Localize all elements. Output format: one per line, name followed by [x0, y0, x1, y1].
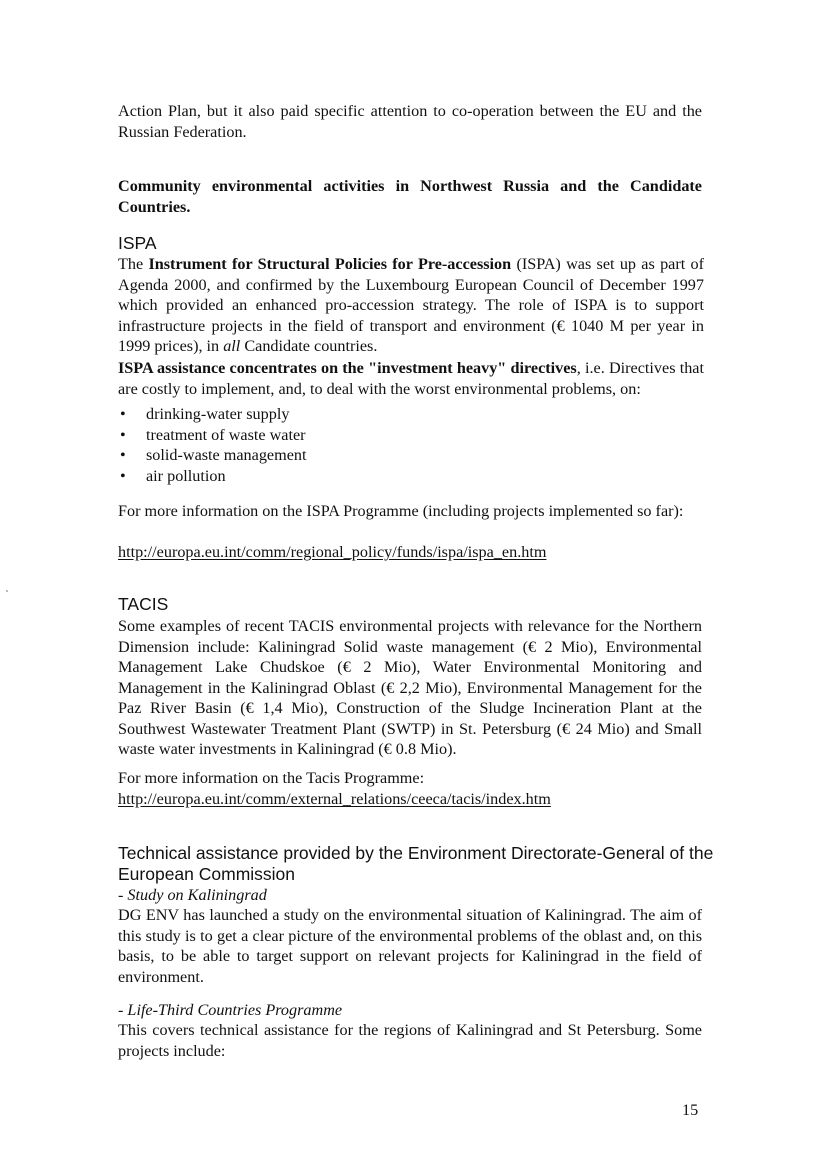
ispa-paragraph-1	[118, 254, 704, 357]
ispa-bullet-list	[118, 404, 518, 486]
study-title: - Study on Kaliningrad	[118, 886, 267, 904]
bullet-icon: •	[120, 405, 126, 423]
bullet-icon: •	[120, 466, 126, 485]
ispa-para2-body: , i.e. Directives that are costly to implement, and, to deal with the worst environmental problems, on:	[118, 359, 704, 398]
tacis-paragraph: Some examples of recent TACIS environmental projects with relevance for the Northern Dimension include: Kaliningrad Solid waste management (€ 2 Mio), Environmental Management Lake Chudskoe (€ 2 Mio), Water Environmental Monitoring and Management in the Kaliningrad Oblast (€ 2,2 Mio), Environmental Management for the Paz River Basin (€ 1,4 Mio), Construction of the Sludge Incineration Plant at the Southwest Wastewater Treatment Plant (SWTP) in St. Petersburg (€ 24 Mio) and Small waste water investments in Kaliningrad (€ 0.8 Mio).	[118, 617, 702, 758]
tacis-heading: TACIS	[118, 594, 169, 614]
tacis-more-info: For more information on the Tacis Programme:	[118, 769, 425, 787]
ispa-para1-body: (ISPA) was set up as part of Agenda 2000, and confirmed by the Luxembourg European Council of December 1997 which provided an enhanced pro-accession strategy. The role of ISPA is to support infrastructure projects in the field of transport and environment (€ 1040 M per year in 1999 prices), in	[118, 255, 705, 355]
list-item: • air pollution	[120, 466, 226, 485]
ispa-para1-italic: all	[223, 337, 241, 355]
list-item: • solid-waste management	[120, 446, 307, 464]
technical-heading-line-1: Technical assistance provided by the Environment Directorate-General of the	[118, 843, 714, 863]
ispa-full-name: Instrument for Structural Policies for Pre-accession	[148, 255, 512, 273]
list-item: • treatment of waste water	[120, 425, 306, 444]
ispa-heading: ISPA	[118, 233, 157, 253]
technical-heading-line-2: European Commission	[118, 864, 296, 884]
ispa-link-row	[118, 542, 702, 563]
life-title: - Life-Third Countries Programme	[118, 1001, 343, 1019]
study-paragraph: DG ENV has launched a study on the environmental situation of Kaliningrad. The aim of this study is to get a clear picture of the environmental problems of the oblast and, on this basis, to be able to target support on relevant projects for Kaliningrad in the field of environment.	[118, 906, 702, 986]
page-number: 15	[682, 1101, 699, 1119]
bullet-icon: •	[120, 425, 126, 444]
tacis-url-link[interactable]: http://europa.eu.int/comm/external_relations/ceeca/tacis/index.htm	[118, 790, 551, 808]
section-heading-line-2: Countries.	[118, 197, 191, 216]
intro-line-2: Russian Federation.	[118, 122, 247, 141]
ispa-paragraph-2	[118, 358, 704, 399]
ispa-url-link[interactable]: http://europa.eu.int/comm/regional_policy/funds/ispa/ispa_en.htm	[118, 543, 547, 561]
ispa-para1-pre: The	[118, 255, 149, 273]
technical-heading	[118, 843, 718, 885]
scan-mark	[6, 590, 8, 592]
list-item: • drinking-water supply	[120, 405, 290, 423]
section-heading-line-1: Community environmental activities in Northwest Russia and the Candidate	[118, 177, 702, 195]
intro-paragraph	[118, 101, 702, 142]
ispa-more-info: For more information on the ISPA Programme (including projects implemented so far):	[118, 502, 684, 520]
intro-line-1: Action Plan, but it also paid specific attention to co-operation between the EU and the	[118, 102, 702, 120]
bullet-icon: •	[120, 446, 126, 464]
life-paragraph: This covers technical assistance for the regions of Kaliningrad and St Petersburg. Some projects include:	[118, 1021, 702, 1060]
section-heading	[118, 176, 702, 217]
tacis-link-row	[118, 789, 702, 810]
ispa-para2-bold: ISPA assistance concentrates on the "investment heavy" directives	[118, 359, 577, 377]
ispa-para1-end: Candidate countries.	[240, 337, 378, 355]
